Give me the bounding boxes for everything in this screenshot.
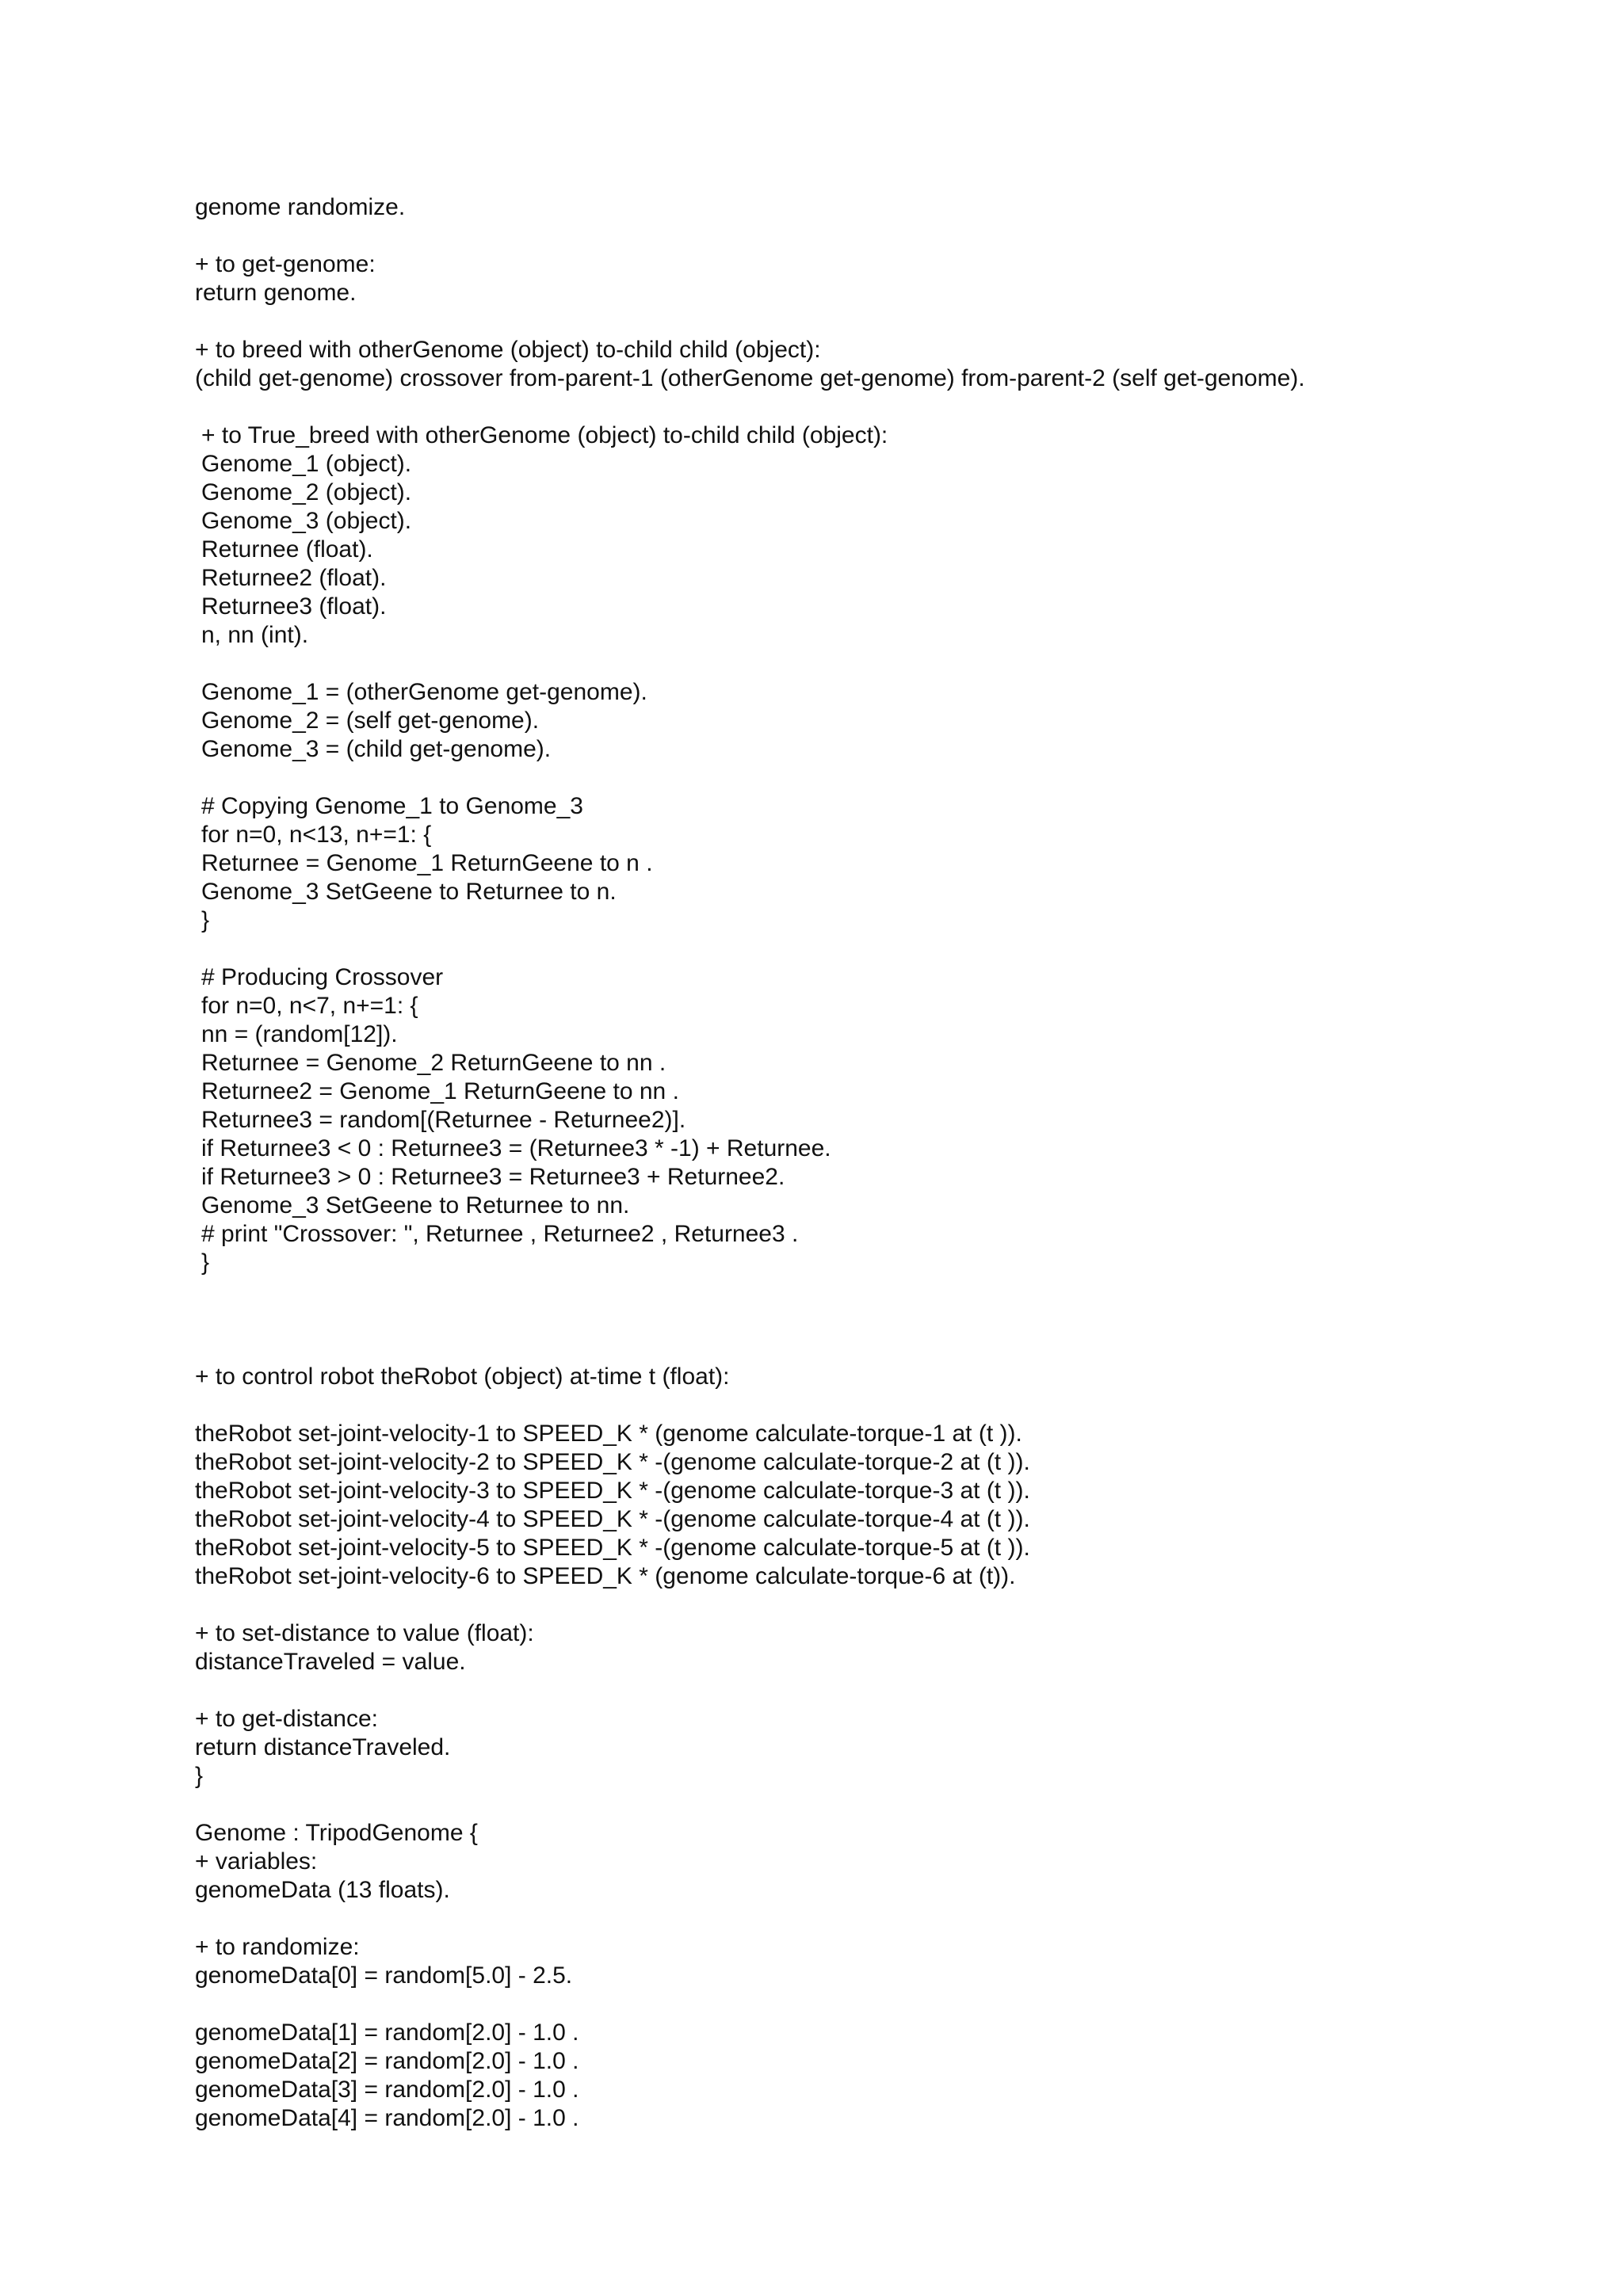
code-line: Genome_3 (object). xyxy=(201,508,412,534)
code-line: Genome_2 = (self get-genome). xyxy=(201,707,540,734)
code-line: Returnee3 (float). xyxy=(201,593,387,620)
code-block xyxy=(195,1363,1590,1391)
code-line: theRobot set-joint-velocity-6 to SPEED_K * (genome calculate-torque-6 at (t)). xyxy=(195,1563,1016,1589)
code-line: + to get-distance: xyxy=(195,1706,378,1732)
code-line: Genome_3 SetGeene to Returnee to nn. xyxy=(201,1192,630,1219)
code-line: genomeData[2] = random[2.0] - 1.0 . xyxy=(195,2048,579,2074)
code-block xyxy=(195,1619,1590,1676)
code-line: # print "Crossover: ", Returnee , Returnee2 , Returnee3 . xyxy=(201,1221,799,1247)
blank-line xyxy=(195,1591,1590,1619)
code-line: Returnee (float). xyxy=(201,536,373,563)
code-line: + to True_breed with otherGenome (object) to-child child (object): xyxy=(201,422,888,448)
code-line: + to get-genome: xyxy=(195,251,376,277)
blank-line xyxy=(195,307,1590,336)
blank-line xyxy=(195,764,1590,792)
code-block xyxy=(195,678,1590,764)
code-block xyxy=(195,1420,1590,1591)
blank-line xyxy=(195,1791,1590,1819)
code-line xyxy=(195,1306,1590,1334)
code-line: Returnee = Genome_1 ReturnGeene to n . xyxy=(201,850,653,876)
blank-line xyxy=(195,222,1590,250)
code-line: theRobot set-joint-velocity-2 to SPEED_K * -(genome calculate-torque-2 at (t )). xyxy=(195,1449,1030,1475)
code-line: + to randomize: xyxy=(195,1934,360,1960)
code-line: nn = (random[12]). xyxy=(201,1021,398,1047)
code-line: # Copying Genome_1 to Genome_3 xyxy=(201,793,583,819)
blank-line xyxy=(195,1334,1590,1363)
code-block xyxy=(195,963,1590,1277)
code-line: genomeData[0] = random[5.0] - 2.5. xyxy=(195,1962,573,1989)
blank-line xyxy=(195,650,1590,678)
code-line: + variables: xyxy=(195,1848,318,1875)
code-line: theRobot set-joint-velocity-5 to SPEED_K * -(genome calculate-torque-5 at (t )). xyxy=(195,1535,1030,1561)
code-line: genome randomize. xyxy=(195,194,406,220)
blank-line xyxy=(195,393,1590,421)
code-line: + to breed with otherGenome (object) to-child child (object): xyxy=(195,337,821,363)
code-line: # Producing Crossover xyxy=(201,964,444,990)
code-line: if Returnee3 < 0 : Returnee3 = (Returnee3 * -1) + Returnee. xyxy=(201,1135,831,1161)
code-block xyxy=(195,1933,1590,1990)
code-line: theRobot set-joint-velocity-4 to SPEED_K * -(genome calculate-torque-4 at (t )). xyxy=(195,1506,1030,1532)
code-line: n, nn (int). xyxy=(201,622,309,648)
code-document xyxy=(195,193,1590,2133)
code-line: for n=0, n<13, n+=1: { xyxy=(201,822,432,848)
code-block xyxy=(195,1705,1590,1791)
code-line: theRobot set-joint-velocity-1 to SPEED_K * (genome calculate-torque-1 at (t )). xyxy=(195,1421,1022,1447)
blank-line xyxy=(195,1676,1590,1705)
code-block xyxy=(195,336,1590,393)
code-block xyxy=(195,1819,1590,1905)
code-line: Returnee2 (float). xyxy=(201,565,387,591)
code-line: genomeData[4] = random[2.0] - 1.0 . xyxy=(195,2105,579,2131)
code-line: + to set-distance to value (float): xyxy=(195,1620,534,1646)
code-line: if Returnee3 > 0 : Returnee3 = Returnee3 + Returnee2. xyxy=(201,1164,785,1190)
code-block xyxy=(195,792,1590,935)
code-line: } xyxy=(201,907,210,933)
code-line: Genome_3 SetGeene to Returnee to n. xyxy=(201,879,617,905)
code-block xyxy=(195,193,1590,222)
code-line: return genome. xyxy=(195,280,357,306)
code-line: Genome_1 = (otherGenome get-genome). xyxy=(201,679,647,705)
code-line: Returnee3 = random[(Returnee - Returnee2)]. xyxy=(201,1107,686,1133)
code-block xyxy=(195,421,1590,650)
blank-line xyxy=(195,1905,1590,1933)
blank-line xyxy=(195,1277,1590,1306)
code-line: + to control robot theRobot (object) at-time t (float): xyxy=(195,1363,730,1390)
code-line: distanceTraveled = value. xyxy=(195,1649,466,1675)
blank-line xyxy=(195,1391,1590,1420)
code-line: genomeData[3] = random[2.0] - 1.0 . xyxy=(195,2077,579,2103)
code-line: for n=0, n<7, n+=1: { xyxy=(201,993,418,1019)
code-block xyxy=(195,2019,1590,2133)
code-block xyxy=(195,1306,1590,1334)
code-line: Genome_2 (object). xyxy=(201,479,412,505)
blank-line xyxy=(195,935,1590,963)
code-line: Returnee2 = Genome_1 ReturnGeene to nn . xyxy=(201,1078,679,1104)
code-line: theRobot set-joint-velocity-3 to SPEED_K * -(genome calculate-torque-3 at (t )). xyxy=(195,1478,1030,1504)
code-line: } xyxy=(201,1249,210,1276)
blank-line xyxy=(195,1990,1590,2019)
code-line: } xyxy=(195,1763,204,1789)
code-line: Genome_3 = (child get-genome). xyxy=(201,736,552,762)
code-line: Returnee = Genome_2 ReturnGeene to nn . xyxy=(201,1050,666,1076)
code-block xyxy=(195,250,1590,307)
code-line: genomeData (13 floats). xyxy=(195,1877,450,1903)
code-line: return distanceTraveled. xyxy=(195,1734,451,1760)
code-line: (child get-genome) crossover from-parent-1 (otherGenome get-genome) from-parent-2 (self get-genome). xyxy=(195,365,1305,391)
code-line: genomeData[1] = random[2.0] - 1.0 . xyxy=(195,2019,579,2046)
code-line: Genome : TripodGenome { xyxy=(195,1820,478,1846)
code-line: Genome_1 (object). xyxy=(201,451,412,477)
